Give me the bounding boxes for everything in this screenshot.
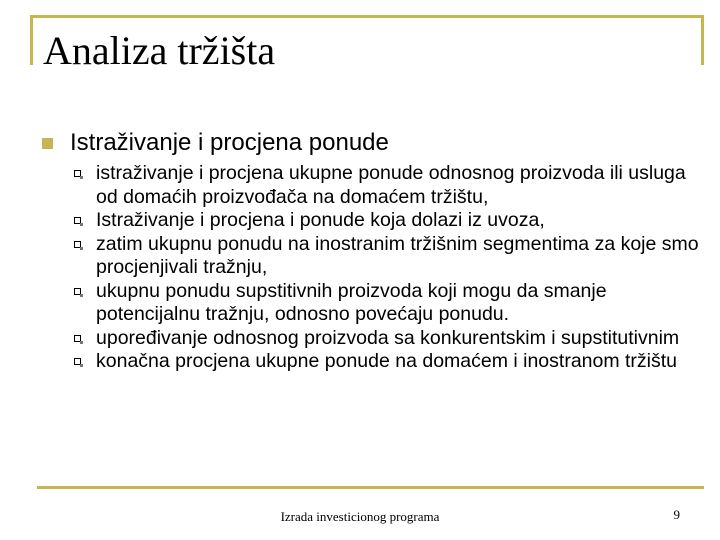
- slide-title: Analiza tržišta: [43, 28, 276, 73]
- hollow-square-bullet-icon: [74, 288, 81, 295]
- title-frame-top-line: [30, 15, 704, 18]
- list-item-text: upoređivanje odnosnog proizvoda sa konkurentskim i supstitutivnim: [96, 326, 680, 349]
- footer-divider: [37, 486, 704, 489]
- list-item-text: istraživanje i procjena ukupne ponude odnosnog proizvoda ili usluga od domaćih proizvođača na domaćem tržištu,: [96, 162, 686, 208]
- list-item-text: zatim ukupnu ponudu na inostranim tržišnim segmentima za koje smo procjenjivali tražnju,: [96, 232, 699, 278]
- list-item: [70, 233, 710, 280]
- list-item-text: konačna procjena ukupne ponude na domaćem i inostranom tržištu: [96, 350, 678, 372]
- hollow-square-bullet-icon: [74, 335, 81, 342]
- hollow-square-bullet-icon: [74, 217, 81, 224]
- square-bullet-icon: [42, 138, 53, 149]
- main-bullet-heading: Istraživanje i procjena ponude: [70, 129, 389, 156]
- list-item: [70, 350, 710, 374]
- list-item-text: Istraživanje i procjena i ponude koja dolazi iz uvoza,: [96, 209, 545, 231]
- page-number: 9: [673, 507, 680, 522]
- hollow-square-bullet-icon: [74, 241, 81, 248]
- list-item: [70, 209, 710, 233]
- hollow-square-bullet-icon: [74, 358, 81, 365]
- hollow-square-bullet-icon: [74, 170, 81, 177]
- list-item: [70, 327, 710, 351]
- list-item: [70, 280, 710, 327]
- list-item: [70, 162, 710, 209]
- title-frame-right-line: [701, 15, 704, 65]
- title-frame-left-line: [30, 15, 33, 65]
- sub-bullet-list: [70, 162, 710, 374]
- list-item-text: ukupnu ponudu supstitivnih proizvoda koji mogu da smanje potencijalnu tražnju, odnosno povećaju ponudu.: [96, 279, 607, 325]
- footer-text: Izrada investicionog programa: [280, 509, 440, 524]
